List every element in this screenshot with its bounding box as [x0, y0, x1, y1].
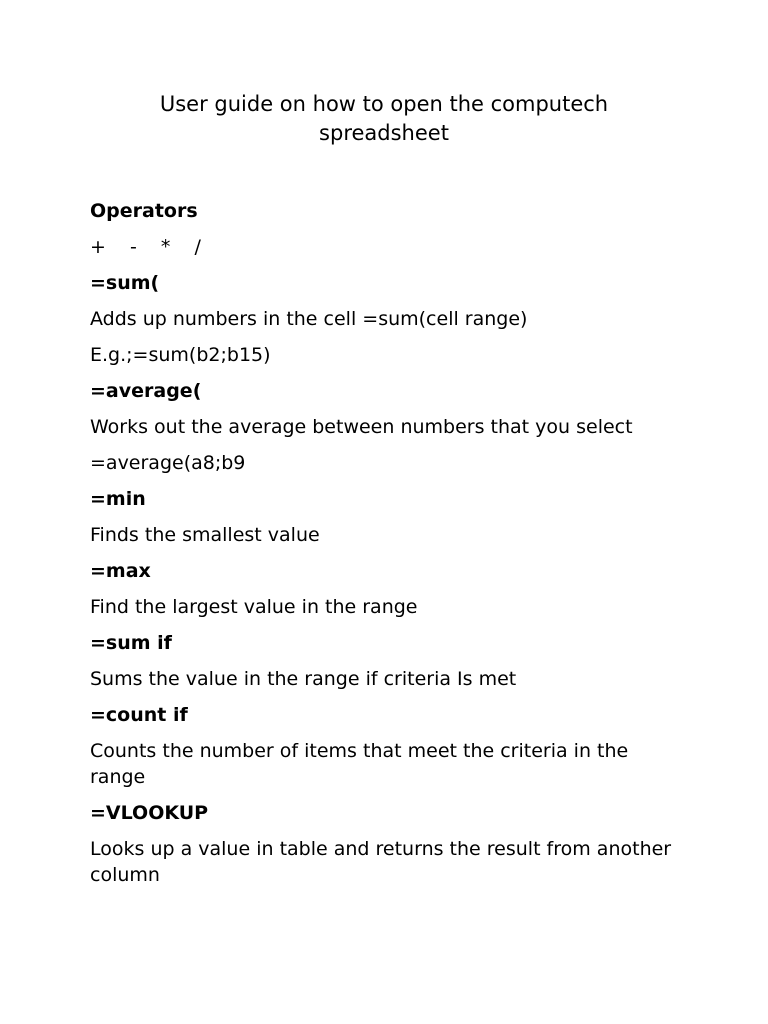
min-description: Finds the smallest value: [90, 524, 320, 546]
sumif-description: Sums the value in the range if criteria Is met: [90, 668, 517, 690]
countif-heading: =count if: [90, 704, 188, 726]
vlookup-description: Looks up a value in table and returns the result from another column: [90, 838, 672, 886]
max-description: Find the largest value in the range: [90, 596, 418, 618]
sum-example: E.g.;=sum(b2;b15): [90, 344, 271, 366]
document-title-line-1: User guide on how to open the computech: [159, 92, 609, 116]
min-heading: =min: [90, 488, 146, 510]
operators-symbols: + - * /: [90, 236, 201, 258]
sum-heading: =sum(: [90, 272, 160, 294]
sum-description: Adds up numbers in the cell =sum(cell range): [90, 308, 528, 330]
sumif-heading: =sum if: [90, 632, 172, 654]
vlookup-heading: =VLOOKUP: [90, 802, 209, 824]
average-description: Works out the average between numbers that you select: [90, 416, 633, 438]
operators-heading: Operators: [90, 200, 198, 222]
document-title: [90, 90, 678, 148]
max-heading: =max: [90, 560, 151, 582]
average-heading: =average(: [90, 380, 202, 402]
document-body: [90, 198, 680, 898]
countif-description: Counts the number of items that meet the criteria in the range: [90, 740, 629, 788]
document-title-line-2: spreadsheet: [319, 121, 449, 145]
average-example: =average(a8;b9: [90, 452, 246, 474]
